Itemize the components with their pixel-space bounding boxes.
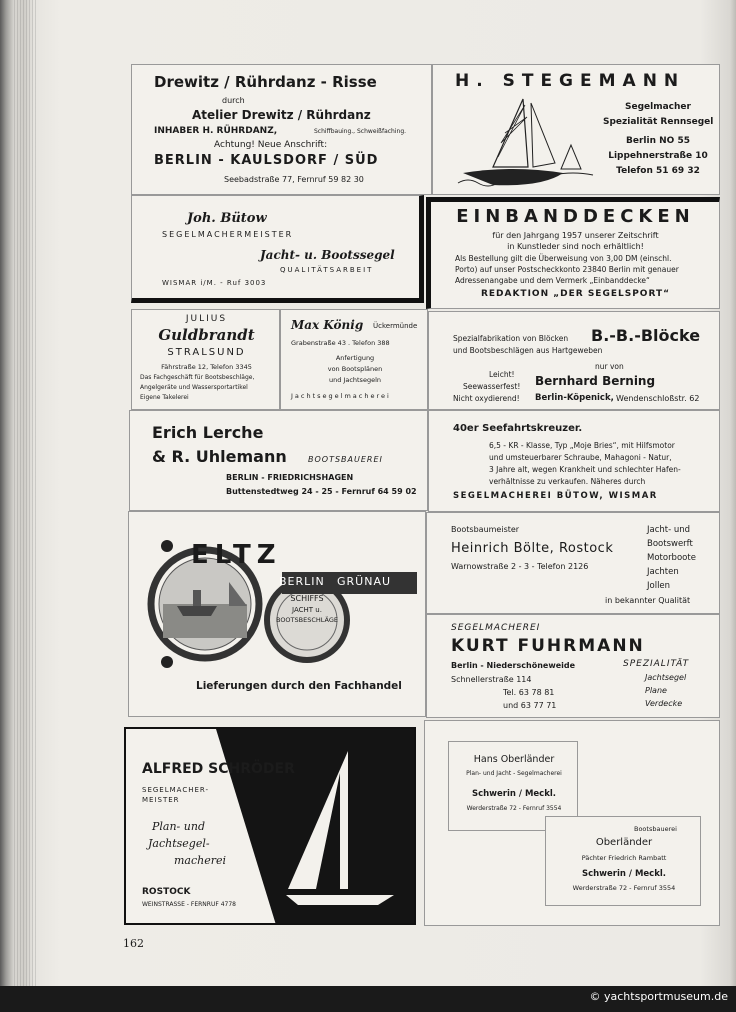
ad-berning-l3: nur von [595,362,624,371]
sailboat-illustration [453,95,603,195]
ad-eltz [128,511,426,717]
ad-fuhrmann-tel: Tel. 63 78 81 [503,688,555,697]
ad-lerche-trade: BOOTSBAUEREI [308,455,383,464]
ad-lerche-l2: & R. Uhlemann [152,447,287,466]
ad-koenig [280,309,428,410]
ad-oberlaender-panel [424,720,720,926]
ad-guldbrandt-l6: Angelgeräte und Wassersportartikel [140,384,248,391]
ad-einband-l5: Adressenangabe und dem Vermerk „Einbanddecke“ [455,276,650,285]
ad-drewitz-notice: Achtung! Neue Anschrift: [214,140,328,150]
ad-drewitz [131,64,432,195]
ad-guldbrandt-l5: Das Fachgeschäft für Bootsbeschläge, [140,374,255,381]
ad-boelte-r2: Bootswerft [647,539,693,549]
ad-schroeder-address: WEINSTRASSE - FERNRUF 4778 [142,901,236,908]
ad-fuhrmann-tel2: und 63 77 71 [503,701,557,710]
ad-drewitz-owner: INHABER H. RÜHRDANZ, [154,126,278,136]
ad-boelte-l1: Bootsbaumeister [451,525,520,534]
ad-stegemann-l3: Berlin NO 55 [626,136,690,146]
ad-fuhrmann-trade: SEGELMACHEREI [451,623,541,633]
ad-drewitz-atelier: Atelier Drewitz / Rührdanz [192,108,371,122]
ad-guldbrandt-l7: Eigene Takelerei [140,394,189,401]
ad-stegemann-l2: Spezialität Rennsegel [603,117,714,127]
ad-eltz-city: BERLIN [279,575,325,588]
ad-einband-editor: REDAKTION „DER SEGELSPORT“ [480,289,671,299]
ad-boelte-r1: Jacht- und [647,525,691,535]
ad-lerche-address: Buttenstedtweg 24 - 25 - Fernruf 64 59 02 [226,487,417,496]
ad-eltz-title: ELTZ [191,540,282,570]
ad-boelte-r3: Motorboote [647,553,696,563]
ad-drewitz-owner-title: Schiffbauing., Schweißfaching. [314,128,407,135]
ad-koenig-address: Grabenstraße 43 . Telefon 388 [291,339,390,347]
ad-boelte-address: Warnowstraße 2 - 3 - Telefon 2126 [451,562,589,571]
ad-eltz-b3: BOOTSBESCHLÄGE [275,616,339,624]
ad-guldbrandt-city: STRALSUND [167,347,246,358]
ad-koenig-trade: Jachtsegelmacherei [291,392,391,400]
ad-fuhrmann-s1: Jachtsegel [645,673,687,682]
ad-drewitz-address: Seebadstraße 77, Fernruf 59 82 30 [224,175,364,184]
ad-butow-sails: Jacht- u. Bootssegel [260,248,395,262]
ad-boelte-name: Heinrich Bölte, Rostock [451,541,614,556]
ad-stegemann [432,64,720,195]
ad-einband-title: EINBANDDECKEN [456,206,695,227]
ad-guldbrandt-name: Guldbrandt [158,326,255,344]
watermark: © yachtsportmuseum.de [589,990,728,1003]
ad-berning-l6: Nicht oxydierend! [453,394,520,403]
ad-berning-l2: und Bootsbeschlägen aus Hartgeweben [453,346,603,355]
ad-schroeder-l4: Plan- und [152,820,205,833]
ad-einband-l3: Als Bestellung gilt die Überweisung von 3,00 DM (einschl. [455,254,672,263]
ad-butow-address: WISMAR i/M. - Ruf 3003 [162,279,267,287]
ad-oberlaender-1-trade: Plan- und Jacht - Segelmacherei [466,770,562,777]
ad-eltz-footer: Lieferungen durch den Fachhandel [196,680,402,692]
ad-butow [131,195,424,303]
ad-butow-name: Joh. Bütow [187,211,267,226]
ad-berning-name: Bernhard Berning [535,374,656,388]
ad-einband-l2: in Kunstleder sind noch erhältlich! [507,242,644,251]
ad-berning-l5: Seewasserfest! [463,382,521,391]
ad-eltz-district: GRÜNAU [337,575,392,588]
ad-fuhrmann-city: Berlin - Niederschöneweide [451,661,576,670]
ad-koenig-l4: von Bootsplänen [327,365,383,373]
ad-schroeder-city: ROSTOCK [142,887,191,897]
ad-kreuzer-l1: 6,5 - KR - Klasse, Typ „Moje Bries“, mit Hilfsmotor [489,441,675,450]
ad-guldbrandt-address: Fährstraße 12, Telefon 3345 [161,363,252,371]
ad-guldbrandt-first: JULIUS [185,314,228,324]
ad-kreuzer-contact: SEGELMACHEREI BÜTOW, WISMAR [453,491,658,501]
ad-lerche-city: BERLIN - FRIEDRICHSHAGEN [226,473,354,482]
ad-schroeder-l3: MEISTER [142,796,180,804]
ad-stegemann-title: H. STEGEMANN [455,71,686,91]
ad-drewitz-city: BERLIN - KAULSDORF / SÜD [154,153,379,168]
ad-berning [428,311,720,410]
ad-oberlaender-2 [545,816,701,906]
ad-fuhrmann-s2: Plane [645,686,667,695]
ad-kreuzer-l2: und umsteuerbarer Schraube, Mahagoni - Natur, [489,453,672,462]
ad-schroeder-l5: Jachtsegel- [148,837,210,850]
ad-einband-l4: Porto) auf unser Postscheckkonto 23840 Berlin mit genauer [455,265,679,274]
ad-berning-brand: B.-B.-Blöcke [591,326,701,345]
ad-schroeder-l2: SEGELMACHER- [142,786,209,794]
ad-kreuzer-l4: verhältnisse zu verkaufen. Näheres durch [489,477,646,486]
ad-einbanddecken [426,197,720,309]
ad-oberlaender-2-tenant: Pächter Friedrich Rambatt [581,854,667,862]
ad-lerche-l1: Erich Lerche [152,423,264,442]
page-number: 162 [123,937,144,950]
ad-einband-l1: für den Jahrgang 1957 unserer Zeitschrift [492,231,659,240]
ad-fuhrmann-s3: Verdecke [645,699,683,708]
ad-fuhrmann [426,614,720,718]
ad-koenig-l3: Anfertigung [335,354,375,362]
ad-berning-street: Wendenschloßstr. 62 [616,394,700,403]
ad-lerche [129,410,428,511]
ad-drewitz-title: Drewitz / Rührdanz - Risse [154,73,377,91]
ad-stegemann-l5: Telefon 51 69 32 [616,166,700,176]
ad-berning-l1: Spezialfabrikation von Blöcken [453,334,569,343]
ad-butow-quality: QUALITÄTSARBEIT [280,266,374,274]
page-edges [14,0,36,1012]
ad-schroeder-l6: macherei [174,854,227,867]
ad-koenig-town: Ückermünde [373,322,418,330]
ad-boelte-r4: Jachten [647,567,679,577]
ad-oberlaender-1-name: Hans Oberländer [473,754,555,765]
ad-fuhrmann-spec: SPEZIALITÄT [623,659,690,669]
ad-oberlaender-1-city: Schwerin / Meckl. [471,789,557,799]
ad-stegemann-l1: Segelmacher [625,102,691,112]
ad-guldbrandt [131,309,280,410]
ad-boelte [426,512,720,614]
ad-berning-l4: Leicht! [489,370,515,379]
ad-drewitz-line: durch [222,96,245,105]
ad-eltz-b2: JACHT u. [292,606,322,614]
ad-kreuzer-l3: 3 Jahre alt, wegen Krankheit und schlechter Hafen- [489,465,681,474]
ad-fuhrmann-name: KURT FUHRMANN [451,636,645,656]
ad-oberlaender-2-address: Werderstraße 72 - Fernruf 3554 [572,884,676,892]
ad-koenig-name: Max König [291,318,364,332]
ad-boelte-r5: Jollen [647,581,671,591]
ad-schroeder [124,727,416,925]
ad-berning-city: Berlin-Köpenick, [535,393,614,403]
ad-fuhrmann-street: Schnellerstraße 114 [451,675,532,684]
ad-boelte-r6: in bekannter Qualität [605,596,691,605]
ad-kreuzer [428,410,720,512]
ad-schroeder-name: ALFRED SCHRÖDER [142,761,295,777]
ad-oberlaender-1-address: Werderstraße 72 - Fernruf 3554 [466,805,562,812]
ad-butow-trade: SEGELMACHERMEISTER [162,230,294,239]
ad-oberlaender-2-trade: Bootsbauerei [634,825,677,833]
ad-oberlaender-2-name: Oberländer [595,837,653,848]
ad-kreuzer-title: 40er Seefahrtskreuzer. [453,423,583,434]
ad-stegemann-l4: Lippehnerstraße 10 [608,151,708,161]
ad-oberlaender-2-city: Schwerin / Meckl. [581,869,667,879]
ad-eltz-b1: SCHIFFS [290,594,324,603]
ad-koenig-l5: und Jachtsegeln [328,376,381,384]
